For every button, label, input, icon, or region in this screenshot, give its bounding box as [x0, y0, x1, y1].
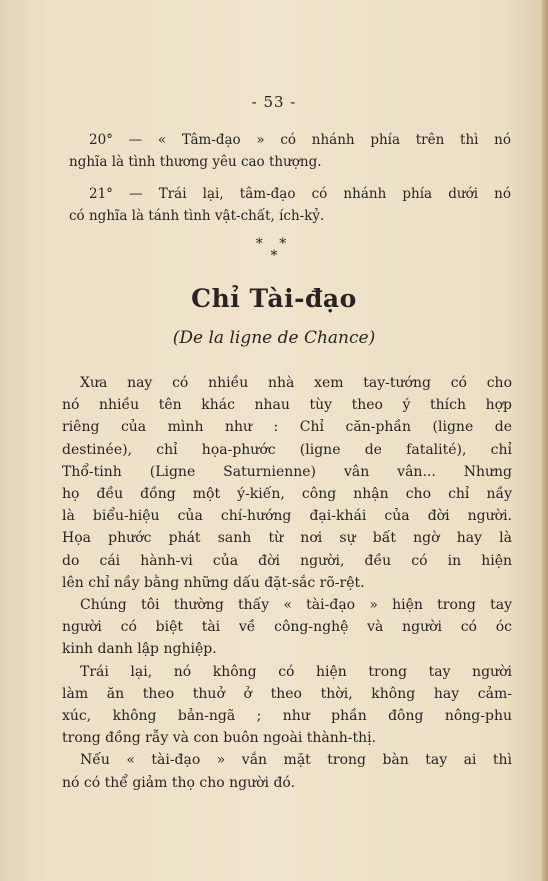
paragraph-line: Họa phước phát sanh từ nơi sự bất ngờ hay là: [62, 530, 512, 547]
paragraph-line: Trái lại, nó không có hiện trong tay người: [80, 663, 512, 680]
paragraph: [62, 372, 512, 594]
paragraph-line: là biểu-hiệu của chí-hướng đại-khái của đời người.: [62, 508, 512, 525]
paragraph-line: người có biệt tài về công-nghệ và người có óc: [62, 619, 512, 636]
paragraph-line: Thổ-tinh (Ligne Saturnienne) vân vân... Nhưng: [62, 463, 512, 480]
item-line: có nghĩa là tánh tình vật-chất, ích-kỷ.: [69, 208, 325, 224]
paragraph: [62, 661, 512, 750]
page-number: - 53 -: [251, 93, 297, 111]
paragraph: [62, 594, 512, 661]
paragraph-line: làm ăn theo thuở ở theo thời, không hay cảm-: [62, 685, 512, 702]
paragraph-line: Xưa nay có nhiều nhà xem tay-tướng có cho: [80, 375, 512, 391]
paragraph-line: trong đồng rẫy và con buôn ngoài thành-thị.: [62, 730, 377, 747]
paragraph-line: họ đều đồng một ý-kiến, công nhận cho chỉ nầy: [62, 486, 512, 503]
page-edge: [542, 0, 548, 881]
paragraph-line: destinée), chỉ họa-phước (ligne de fatalité), chỉ: [62, 441, 512, 458]
section-subtitle: (De la ligne de Chance): [172, 328, 376, 348]
paragraph-line: do cái hành-vi của đời người, đều có in hiện: [62, 552, 512, 569]
separator-stars-top: * *: [255, 236, 293, 252]
paragraph-line: xúc, không bản-ngã ; như phần đông nông-phu: [62, 708, 512, 725]
paragraph: [62, 749, 512, 793]
paragraph-line: lên chỉ nầy bằng những dấu đặt-sắc rõ-rệt.: [62, 574, 365, 591]
numbered-item-20: [69, 129, 511, 173]
paragraph-line: nó nhiều tên khác nhau tùy theo ý thích hợp: [62, 397, 512, 414]
paragraph-line: riêng của mình như : Chỉ căn-phần (ligne de: [62, 419, 512, 436]
numbered-item-21: [69, 183, 511, 227]
item-line: 21° — Trái lại, tâm-đạo có nhánh phía dưới nó: [89, 186, 511, 202]
body-text: [62, 372, 512, 794]
item-line: nghĩa là tình thương yêu cao thượng.: [69, 154, 322, 170]
paragraph-line: kinh danh lập nghiệp.: [62, 641, 217, 658]
section-title: Chỉ Tài-đạo: [191, 284, 357, 313]
section-separator: [0, 238, 548, 262]
separator-star-bottom: *: [270, 248, 278, 264]
paragraph-line: nó có thể giảm thọ cho người đó.: [62, 774, 296, 791]
paragraph-line: Nếu « tài-đạo » vắn mặt trong bàn tay ai thì: [80, 752, 512, 769]
item-line: 20° — « Tâm-đạo » có nhánh phía trên thì nó: [89, 132, 511, 148]
paragraph-line: Chúng tôi thường thấy « tài-đạo » hiện trong tay: [80, 597, 512, 614]
